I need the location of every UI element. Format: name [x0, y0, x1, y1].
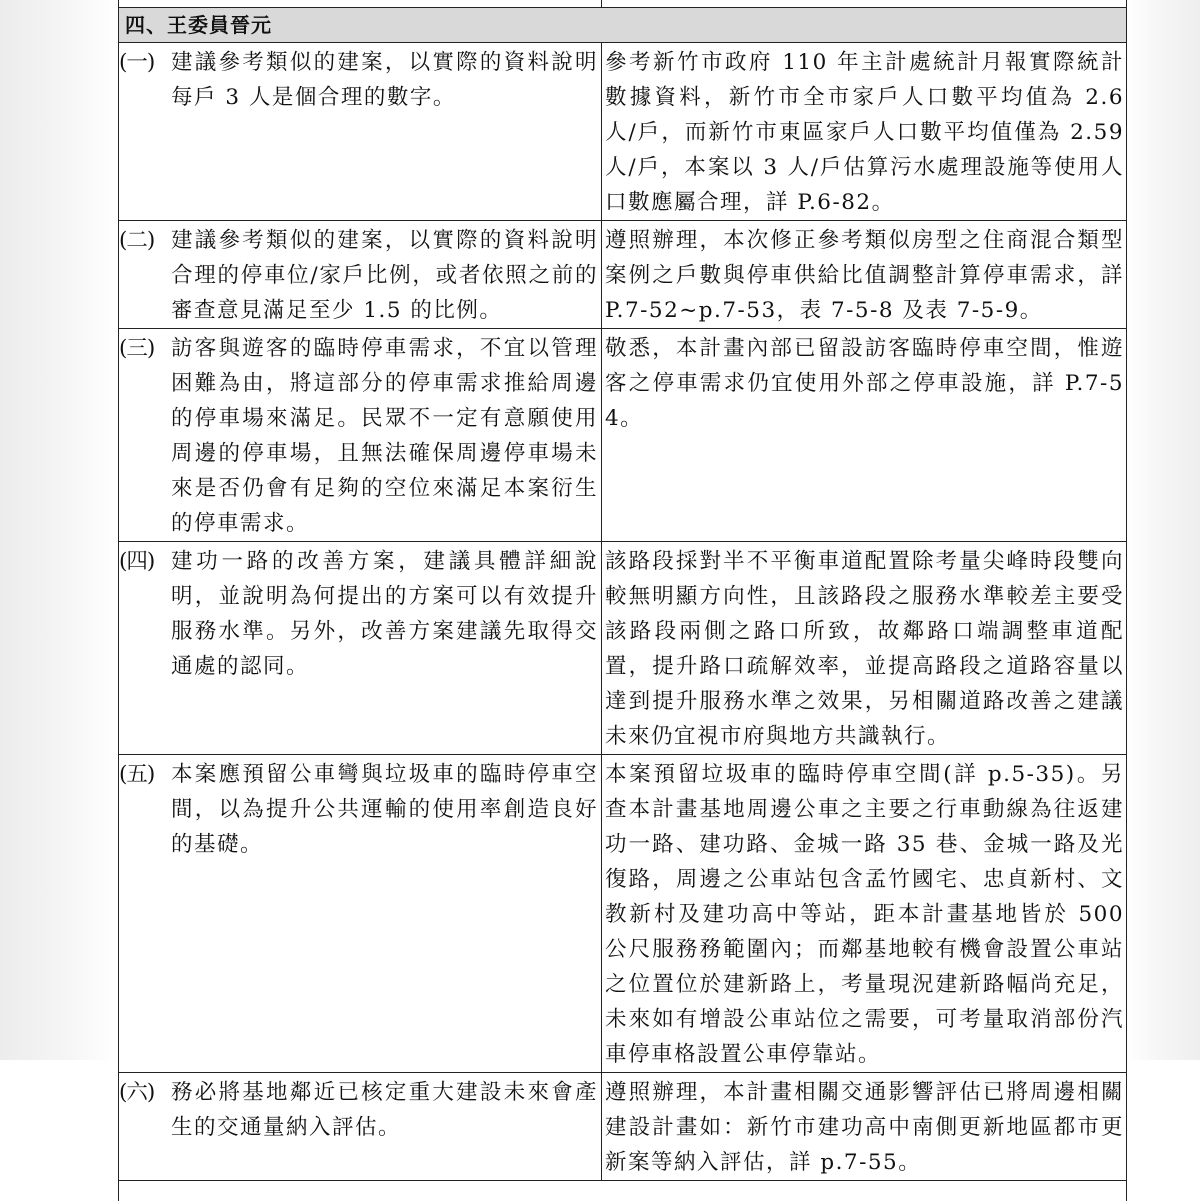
comment-cell [119, 1073, 602, 1181]
response-text: 參考新竹市政府 110 年主計處統計月報實際統計數據資料，新竹市全市家戶人口數平均值為 2.6 人/戶，而新竹市東區家戶人口數平均值僅為 2.59 人/戶，本案以 3 人/戶估算污水處理設施等使用人口數應屬合理，詳 P.6-82。 [602, 43, 1126, 220]
comment-cell [119, 43, 602, 221]
previous-comment-cell [119, 0, 602, 8]
response-text: 遵照辦理，本計畫相關交通影響評估已將周邊相關建設計畫如：新竹市建功高中南側更新地區都市更新案等納入評估，詳 p.7-55。 [602, 1073, 1126, 1180]
item-number: (一) [119, 45, 171, 115]
table-row [119, 221, 1127, 329]
comment-cell [119, 755, 602, 1073]
response-text: 該路段採對半不平衡車道配置除考量尖峰時段雙向較無明顯方向性，且該路段之服務水準較差主要受該路段兩側之路口所致，故鄰路口端調整車道配置，提升路口疏解效率，並提高路段之道路容量以達到提升服務水準之效果，另相關道路改善之建議未來仍宜視市府與地方共識執行。 [602, 542, 1126, 754]
response-cell [602, 329, 1127, 542]
table-row [119, 1073, 1127, 1181]
item-number: (二) [119, 223, 171, 328]
response-cell [602, 221, 1127, 329]
page-margin-left [0, 0, 118, 1060]
response-text: 本案預留垃圾車的臨時停車空間(詳 p.5-35)。另查本計畫基地周邊公車之主要之行車動線為往返建功一路、建功路、金城一路 35 巷、金城一路及光復路，周邊之公車站包含孟竹國宅、忠貞新村、文教新村及建功高中等站，距本計畫基地皆於 500 公尺服務務範圍內；而鄰基地較有機會設置公車站之位置位於建新路上，考量現況建新路幅尚充足，未來如有增設公車站位之需要，可考量取消部份汽車停車格設置公車停靠站。 [602, 755, 1126, 1072]
comment-cell [119, 221, 602, 329]
section-header-row [119, 8, 1127, 43]
response-text: 敬悉，本計畫內部已留設訪客臨時停車空間，惟遊客之停車需求仍宜使用外部之停車設施，詳 P.7-54。 [602, 329, 1126, 436]
table-row [119, 755, 1127, 1073]
item-number: (五) [119, 757, 171, 862]
comment-text: 建議參考類似的建案，以實際的資料說明合理的停車位/家戶比例，或者依照之前的審查意見滿足至少 1.5 的比例。 [171, 223, 598, 328]
response-cell [602, 43, 1127, 221]
response-text: 遵照辦理，本次修正參考類似房型之住商混合類型案例之戶數與停車供給比值調整計算停車需求，詳 P.7-52~p.7-53，表 7-5-8 及表 7-5-9。 [602, 221, 1126, 328]
response-cell [602, 542, 1127, 755]
table-row [119, 329, 1127, 542]
table-row [119, 43, 1127, 221]
section-title: 四、王委員晉元 [119, 8, 1127, 43]
comment-text: 本案應預留公車彎與垃圾車的臨時停車空間，以為提升公共運輸的使用率創造良好的基礎。 [171, 757, 598, 862]
item-number: (三) [119, 331, 171, 541]
comment-text: 建議參考類似的建案，以實際的資料說明每戶 3 人是個合理的數字。 [171, 45, 598, 115]
review-response-table [118, 0, 1127, 1201]
previous-row-end [119, 0, 1127, 8]
table-row [119, 542, 1127, 755]
comment-text: 務必將基地鄰近已核定重大建設未來會產生的交通量納入評估。 [171, 1075, 598, 1145]
previous-response-cell [602, 0, 1127, 8]
page-margin-right [1125, 0, 1200, 1060]
comment-cell [119, 542, 602, 755]
comment-cell [119, 329, 602, 542]
item-number: (六) [119, 1075, 171, 1145]
item-number: (四) [119, 544, 171, 684]
comment-text: 訪客與遊客的臨時停車需求，不宜以管理困難為由，將這部分的停車需求推給周邊的停車場來滿足。民眾不一定有意願使用周邊的停車場，且無法確保周邊停車場未來是否仍會有足夠的空位來滿足本案衍生的停車需求。 [171, 331, 598, 541]
comment-text: 建功一路的改善方案，建議具體詳細說明，並說明為何提出的方案可以有效提升服務水準。另外，改善方案建議先取得交通處的認同。 [171, 544, 598, 684]
response-cell [602, 1073, 1127, 1181]
next-section-cell [119, 1181, 1127, 1201]
response-cell [602, 755, 1127, 1073]
next-row-start [119, 1181, 1127, 1201]
